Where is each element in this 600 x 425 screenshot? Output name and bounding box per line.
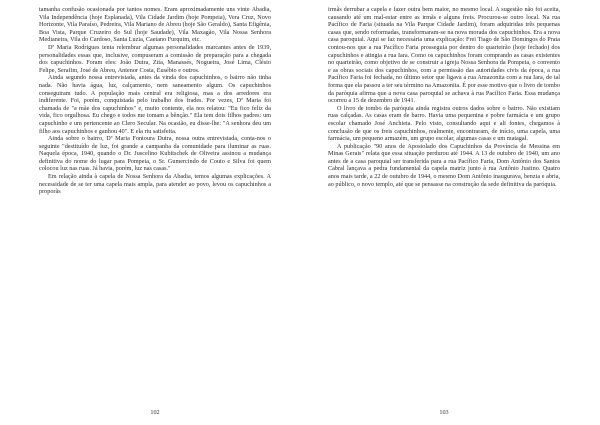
left-page <box>39 6 271 417</box>
right-page-text <box>328 6 560 402</box>
left-page-number: 102 <box>150 409 160 416</box>
left-paragraph-1: tamanha confusão ocasionada por tantos nomes. Eram aproximadamente uns vinte Abadia, Vila Independência (hoje Esplanada), Vila Cidade Jardim (hoje Pompeia), Vera Cruz, Novo Horizonte, Vila Paraíso, Pedreira, Vila Mariano de Abreu (hoje São Geraldo), Santa Efigênia, Boa Vista, Parque Cruzeiro do Sul (hoje Saudade), Vila Maxagão, Vila Nossa Senhora Medianeira, Vila do Cardoso, Santa Luzia, Caetano Furquim, etc. <box>39 6 271 44</box>
left-paragraph-2: Dª Maria Rodrigues tenta relembrar algumas personalidades marcantes antes de 1939, personalidades essas que, inclusive, compuseram a comissão de preparação para a chegada dos capuchinhos. Foram eles: João Dutra, Zita, Manassés, Nogueira, José Lima, Clésio Felipe, Serafim, José de Abreu, Antenor Costa, Eusébio e outros. <box>39 43 271 74</box>
right-page <box>328 6 560 417</box>
left-paragraph-5: Em relação ainda à capela de Nossa Senhora da Abadia, temos algumas explicações. A necessidade de se ter uma capela mais ampla, para atender ao povo, levou os capuchinhos a proporãs <box>39 173 271 196</box>
left-page-text <box>39 6 271 402</box>
left-paragraph-3: Ainda segundo nossa entrevistada, antes da vinda dos capuchinhos, o bairro não tinha nada. Não havia água, luz, calçamento, nem saneamento algum. Os capuchinhos conseguiram tudo. A população mais central era religiosa, mas a dos arredores era indiferente. Foi, porém, conquistada pelo trabalho dos frades. Por vezes, Dª Maria foi chamada de "a mãe dos capuchinhos" e, muito contente, ela nos relatou: "Eu fico feliz da vida, fico orgulhosa. Eu chego e todos me tomam a bênção." Ela tem dois filhos padres: um capuchinho e um pertencente ao Clero Secular. Na ocasião, eu disse-lhe: "A senhora deu um filho aos capuchinhos e ganhou 40". E ela riu satisfeita. <box>39 74 271 135</box>
left-paragraph-4: Ainda sobre o bairro, Dª Maria Fontoura Dutra, nossa outra entrevistada, conta-nos o seguinte "destituído de luz, foi grande a campanha da comunidade para iluminar as ruas. Naquela época, 1940, quando o Dr. Juscelino Kubitschek de Oliveira assinou a mudança definitiva do nome do lugar para Pompeia, o Sr. Gumercindo de Couto e Silva foi quem colocou luz nas ruas. Já havia, porém, luz nas casas." <box>39 135 271 173</box>
right-paragraph-1: irmãs derrubar a capela e fazer outra bem maior, no mesmo local. A sugestão não foi aceita, causando até um mal-estar entre as irmãs e alguns freis. Procurou-se outro local. Na rua Pacífico de Faria (situada na Vila Parque Cidade Jardim), foram adquiridas três pequenas casas que, sendo reformadas, transformaram-se na nova morada dos capuchinhos. Era a nova casa paroquial. Aqui se faz necessária uma explicação: Frei Tiago de São Domingos do Prata contou-nos que a rua Pacífico Faria prosseguia por dentro do quarteirão (hoje fechado) dos capuchinhos e atingia a rua Iara. Como os capuchinhos foram comprando as casas existentes no quarteirão, como objetivo de se construir a igreja Nossa Senhora da Pompeia, o convento e as obras sociais dos capuchinhos, com a permissão das autoridades civis da época, a rua Pacífico Faria foi fechada, no último setor que ligava a rua Amazonita com a rua Iara, de tal forma que ela passou a ter seu término na Amazonita. É por esse motivo que o livro de tombo da paróquia afirma que a nova casa paroquial se achava à rua Pacífico Faria. Essa mudança ocorreu a 15 de dezembro de 1941. <box>328 6 560 105</box>
right-page-number: 103 <box>439 409 449 416</box>
right-paragraph-3: A publicação "90 anos de Apostolado dos Capuchinhos da Província de Messina em Minas Gerais" relata que essa situação perdurou até 1944. A 13 de outubro de 1940, um ano antes de a casa paroquial ser transferida para a rua Pacífico Faria, Dom Antônio dos Santos Cabral lançava a pedra fundamental da capela matriz junto à rua Antônio Justino. Quatro anos mais tarde, a 22 de outubro de 1944, o mesmo Dom Antônio inaugurava, benzia e abria, ao público, o novo templo, até que se pensasse na construção da sede definitiva da paróquia. <box>328 142 560 188</box>
right-paragraph-2: O livro de tombo da paróquia ainda registra outros dados sobre o bairro. Não existiam ruas calçadas. As casas eram de barro. Havia uma pequenina e pobre farmácia e um grupo escolar chamado José Anchieta. Pelo visto, consultando aqui e ali fontes, chegamos à conclusão de que os freis capuchinhos, realmente, encontraram, de início, uma capela, uma farmácia, um pequeno armazém, um grupo escolar, algumas casas e um matagal. <box>328 104 560 143</box>
